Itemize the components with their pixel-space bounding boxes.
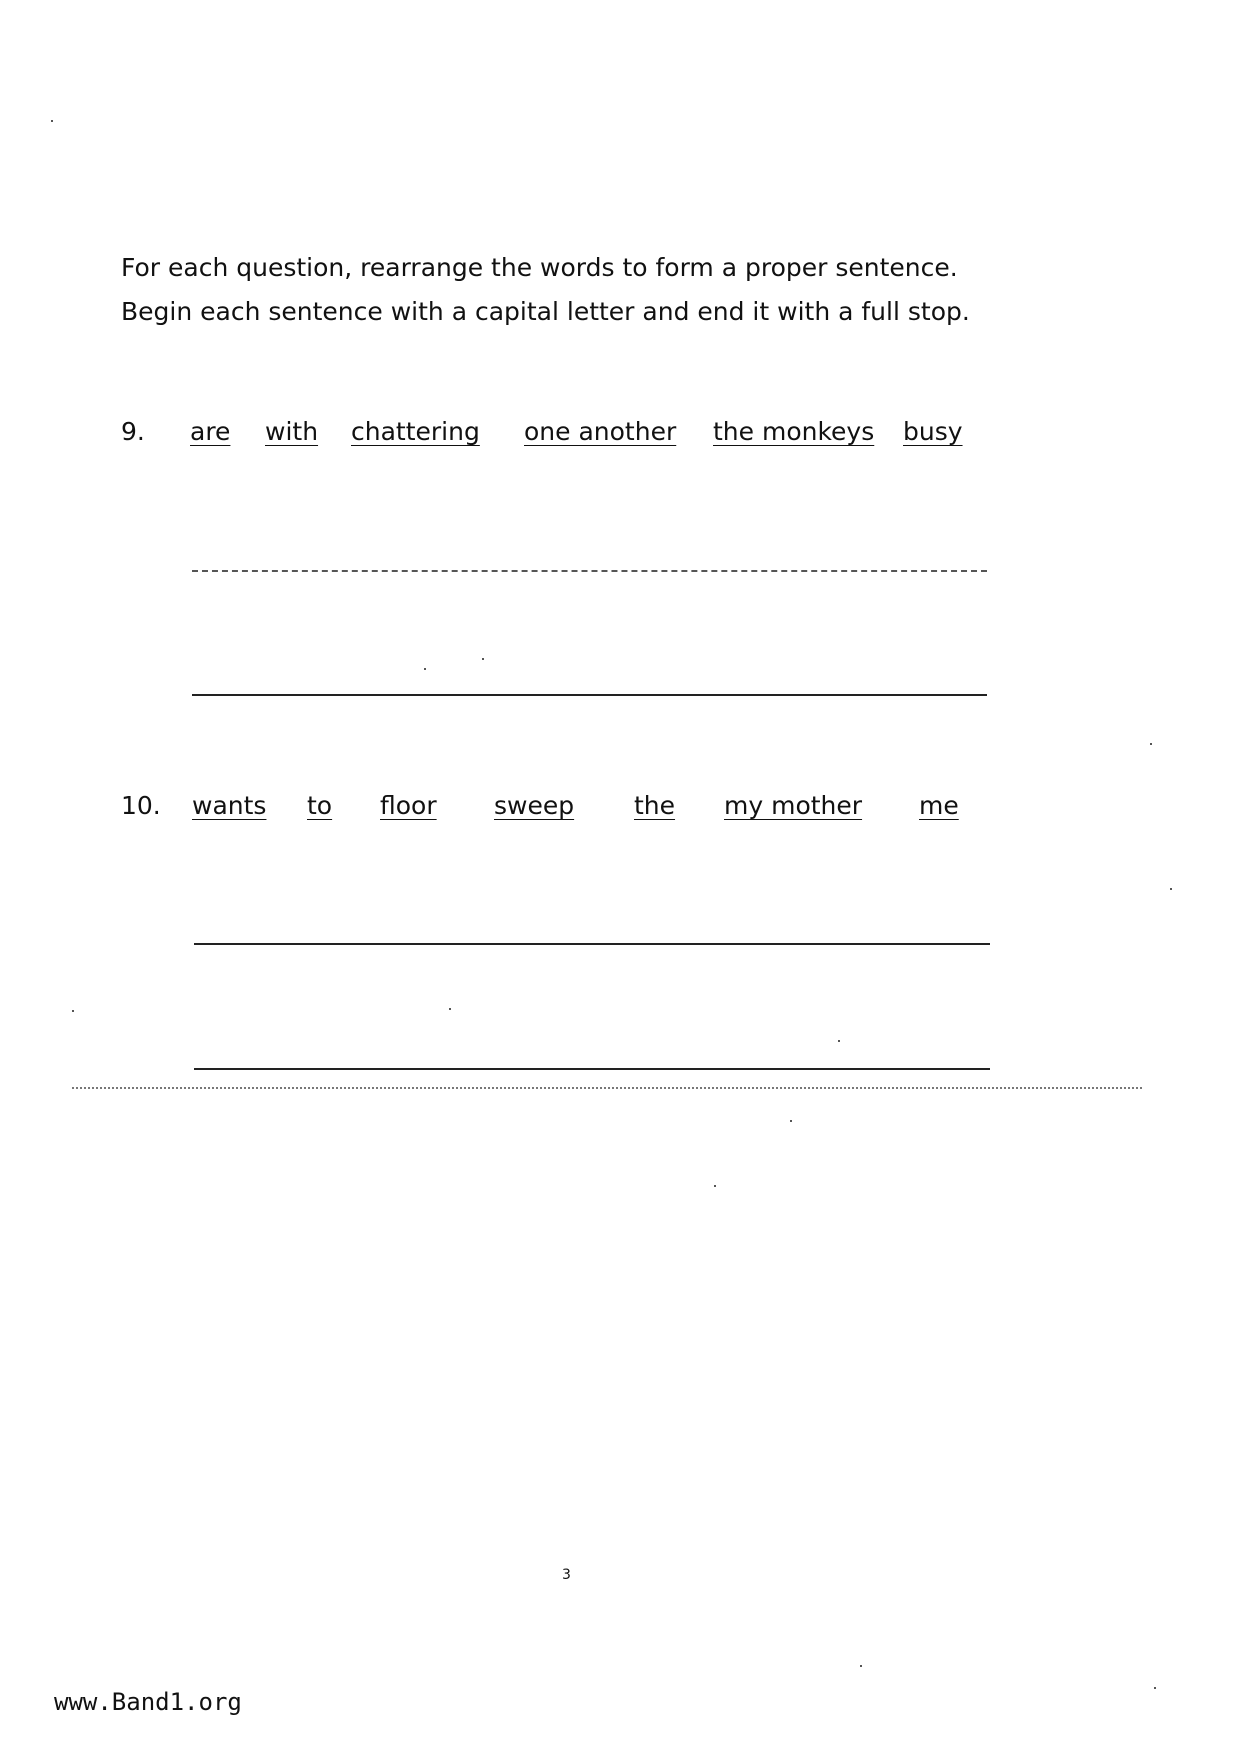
scan-speck <box>1154 1687 1156 1689</box>
scan-speck <box>424 668 426 670</box>
question-10-number: 10. <box>121 791 161 820</box>
question-9-number: 9. <box>121 417 145 446</box>
q10-word-7: me <box>919 791 959 820</box>
instruction-line-1: For each question, rearrange the words to form a proper sentence. <box>121 253 958 282</box>
q10-word-6: my mother <box>724 791 863 820</box>
page-number: 3 <box>562 1567 571 1583</box>
q9-word-1: are <box>190 417 231 446</box>
scan-speck <box>838 1040 840 1042</box>
scan-speck <box>449 1008 451 1010</box>
q9-word-5: the monkeys <box>713 417 875 446</box>
scan-dotted-artifact <box>72 1087 1142 1089</box>
q9-word-2: with <box>265 417 319 446</box>
q9-answer-line-1[interactable] <box>192 570 987 572</box>
q10-word-1: wants <box>192 791 267 820</box>
scan-speck <box>790 1120 792 1122</box>
scan-speck <box>1150 743 1152 745</box>
scan-speck <box>714 1185 716 1187</box>
q10-answer-line-2[interactable] <box>194 1068 990 1070</box>
q10-word-2: to <box>307 791 333 820</box>
q10-word-3: floor <box>380 791 437 820</box>
instruction-line-2: Begin each sentence with a capital letter and end it with a full stop. <box>121 297 970 326</box>
scan-speck <box>1170 888 1172 890</box>
scan-speck <box>72 1010 74 1012</box>
q10-answer-line-1[interactable] <box>194 943 990 945</box>
q9-word-3: chattering <box>351 417 480 446</box>
scan-speck <box>860 1665 862 1667</box>
scan-speck <box>482 658 484 660</box>
q9-word-4: one another <box>524 417 677 446</box>
q9-word-6: busy <box>903 417 963 446</box>
instructions <box>121 246 970 334</box>
q10-word-5: the <box>634 791 676 820</box>
footer-url: www.Band1.org <box>54 1688 242 1716</box>
q9-answer-line-2[interactable] <box>192 694 987 696</box>
scan-speck <box>51 120 53 122</box>
q10-word-4: sweep <box>494 791 575 820</box>
